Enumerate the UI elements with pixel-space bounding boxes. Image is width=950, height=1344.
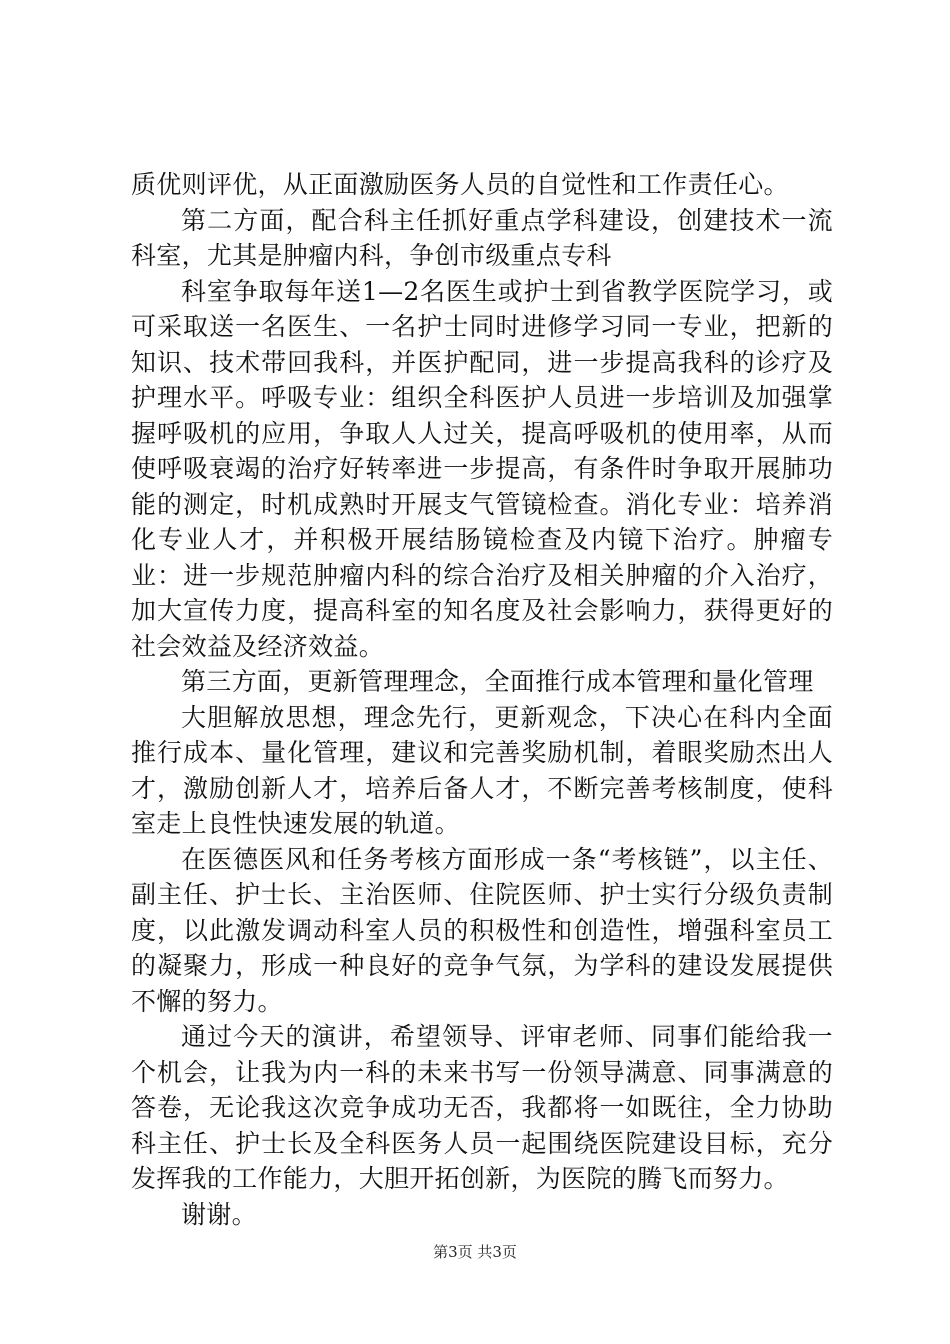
page-footer: 第3页 共3页	[433, 1243, 517, 1261]
paragraph-4-heading: 第三方面，更新管理理念，全面推行成本管理和量化管理	[181, 667, 814, 696]
paragraph-8-closing: 谢谢。	[181, 1199, 257, 1229]
document-body	[131, 167, 833, 1232]
paragraph-3: 科室争取每年送1—2名医生或护士到省教学医院学习，或可采取送一名医生、一名护士同时进修学习同一专业，把新的知识、技术带回我科，并医护配同，进一步提高我科的诊疗及护理水平。呼吸专业：组织全科医护人员进一步培训及加强掌握呼吸机的应用，争取人人过关，提高呼吸机的使用率，从而使呼吸衰竭的治疗好转率进一步提高，有条件时争取开展肺功能的测定，时机成熟时开展支气管镜检查。消化专业：培养消化专业人才，并积极开展结肠镜检查及内镜下治疗。肿瘤专业：进一步规范肿瘤内科的综合治疗及相关肿瘤的介入治疗，加大宣传力度，提高科室的知名度及社会影响力，获得更好的社会效益及经济效益。	[131, 276, 833, 661]
paragraph-2-heading: 第二方面，配合科主任抓好重点学科建设，创建技术一流科室，尤其是肿瘤内科，争创市级重点专科	[131, 205, 833, 270]
paragraph-5: 大胆解放思想，理念先行，更新观念，下决心在科内全面推行成本、量化管理，建议和完善奖励机制，着眼奖励杰出人才，激励创新人才，培养后备人才，不断完善考核制度，使科室走上良性快速发展的轨道。	[131, 702, 833, 838]
paragraph-1: 质优则评优，从正面激励医务人员的自觉性和工作责任心。	[131, 170, 789, 199]
paragraph-6: 在医德医风和任务考核方面形成一条“考核链”，以主任、副主任、护士长、主治医师、住院医师、护士实行分级负责制度，以此激发调动科室人员的积极性和创造性，增强科室员工的凝聚力，形成一种良好的竞争气氛，为学科的建设发展提供不懈的努力。	[131, 844, 833, 1016]
paragraph-7: 通过今天的演讲，希望领导、评审老师、同事们能给我一个机会，让我为内一科的未来书写一份领导满意、同事满意的答卷，无论我这次竞争成功无否，我都将一如既往，全力协助科主任、护士长及全科医务人员一起围绕医院建设目标，充分发挥我的工作能力，大胆开拓创新，为医院的腾飞而努力。	[131, 1022, 833, 1193]
